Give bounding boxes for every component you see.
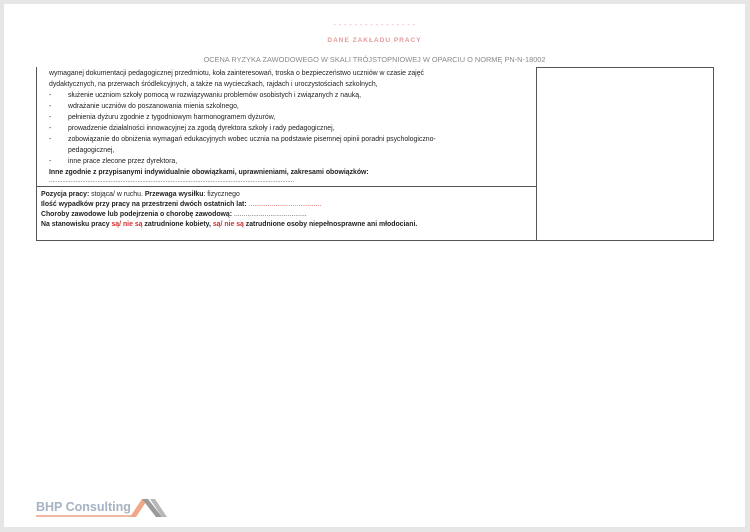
position-label: Pozycja pracy: [41, 191, 90, 198]
duty-item: - inne prace zlecone przez dyrektora, [68, 157, 177, 166]
logo-text: BHP Consulting [36, 500, 131, 514]
company-logo [36, 497, 176, 521]
employment-mid: zatrudnione kobiety, [144, 221, 213, 228]
effort-label: Przewaga wysiłku [144, 191, 204, 198]
work-position-line [41, 190, 240, 199]
position-value: stojąca/ w ruchu. [89, 191, 145, 198]
accidents-label: Ilość wypadków przy pracy na przestrzeni dwóch ostatnich lat: [41, 201, 247, 208]
employment-prefix: Na stanowisku pracy [41, 221, 112, 228]
employment-line [41, 220, 417, 229]
diseases-label: Choroby zawodowe lub podejrzenia o chorobę zawodową: [41, 211, 233, 218]
effort-value: : fizycznego [203, 191, 240, 198]
option-disabled: są/ nie są [212, 221, 246, 228]
option-women: są/ nie są [111, 221, 145, 228]
duties-continuation-1: wymaganej dokumentacji pedagogicznej przedmiotu, koła zainteresowań, troska o bezpieczeństwo uczniów w czasie zajęć [49, 70, 424, 77]
duty-item: - służenie uczniom szkoły pomocą w rozwiązywaniu problemów osobistych i związanych z nauką, [68, 91, 361, 100]
duty-item: - wdrażanie uczniów do poszanowania mienia szkolnego, [68, 102, 239, 111]
duty-item: - pełnienia dyżuru zgodnie z tygodniowym harmonogramem dyżurów, [68, 113, 275, 122]
logo-underline [36, 515, 134, 517]
logo-roof-icon [128, 497, 168, 519]
duties-cell [36, 67, 537, 187]
header-dashes: - - - - - - - - - - - - - - - - [333, 22, 416, 29]
diseases-dots: ...................................... [232, 211, 307, 218]
duty-item-wrap: pedagogicznej, [68, 147, 115, 154]
other-duties-dots: ................................................................................................................................................... [49, 178, 295, 184]
accidents-dots: ...................................... [246, 201, 322, 208]
employment-suffix: zatrudnione osoby niepełnosprawne ani młodociani. [245, 221, 418, 228]
duty-item: - prowadzenie działalności innowacyjnej za zgodą dyrektora szkoły i rady pedagogicznej, [68, 124, 335, 133]
duties-continuation-2: dydaktycznych, na przerwach śródlekcyjnych, a także na wycieczkach, rajdach i uroczystościach szkolnych, [49, 81, 378, 88]
other-duties-label: Inne zgodnie z przypisanymi indywidualnie obowiązkami, uprawnieniami, zakresami obowiązków: [49, 169, 369, 176]
company-name: DANE ZAKŁADU PRACY [327, 37, 422, 44]
diseases-line [41, 210, 307, 219]
document-title: OCENA RYZYKA ZAWODOWEGO W SKALI TRÓJSTOPNIOWEJ W OPARCIU O NORMĘ PN-N-18002 [203, 55, 546, 64]
accidents-line [41, 200, 321, 209]
document-page [4, 4, 745, 527]
conditions-cell [36, 187, 537, 241]
assessment-cell [536, 67, 714, 241]
duty-item: - zobowiązanie do obniżenia wymagań edukacyjnych wobec ucznia na podstawie pisemnej opinii poradni psychologiczno- [68, 135, 436, 144]
risk-table [36, 67, 714, 241]
